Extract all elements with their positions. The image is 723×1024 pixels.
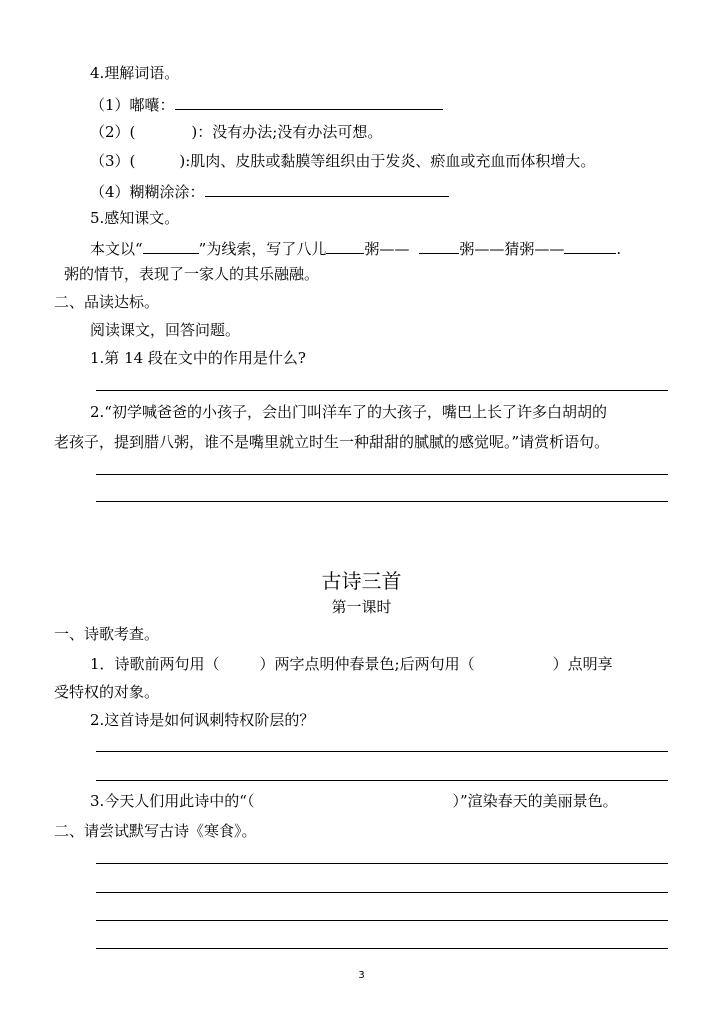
answer-line[interactable] bbox=[96, 474, 668, 475]
poem-question-1-line2: 受特权的对象。 bbox=[54, 683, 160, 701]
section-5-paragraph-line2: 粥的情节，表现了一家人的其乐融融。 bbox=[64, 265, 320, 283]
answer-line[interactable] bbox=[96, 780, 668, 781]
poem-section-1-heading: 一、诗歌考查。 bbox=[54, 625, 160, 643]
page-number: 3 bbox=[358, 970, 365, 981]
text: . bbox=[616, 240, 622, 258]
poem-question-1-line1 bbox=[90, 654, 613, 674]
text: 粥—— bbox=[364, 240, 410, 258]
vocab-item-3-open: （3）( bbox=[90, 152, 136, 170]
vocab-item-4-label: （4）糊糊涂涂： bbox=[90, 183, 205, 201]
answer-line[interactable] bbox=[96, 390, 668, 391]
answer-line[interactable] bbox=[96, 501, 668, 502]
text: ）”渲染春天的美丽景色。 bbox=[452, 792, 618, 810]
answer-blank[interactable] bbox=[564, 237, 616, 254]
vocab-item-3 bbox=[90, 151, 595, 171]
answer-blank[interactable] bbox=[326, 237, 364, 254]
text: ”为线索，写了八儿 bbox=[198, 240, 327, 258]
vocab-item-2-open: （2）( bbox=[90, 123, 136, 141]
answer-line[interactable] bbox=[96, 948, 668, 949]
text: 粥——猜粥—— bbox=[459, 240, 565, 258]
lesson-subtitle: 第一课时 bbox=[331, 598, 392, 616]
vocab-item-1-label: （1）嘟囔： bbox=[90, 96, 175, 114]
poem-question-3 bbox=[90, 791, 618, 811]
section-4-heading: 4.理解词语。 bbox=[90, 64, 180, 82]
text: ）点明享 bbox=[552, 655, 613, 673]
part-2-heading: 二、品读达标。 bbox=[54, 293, 160, 311]
poem-title: 古诗三首 bbox=[321, 569, 402, 593]
text: 3.今天人们用此诗中的“（ bbox=[90, 792, 255, 810]
answer-blank[interactable] bbox=[419, 237, 459, 254]
answer-line[interactable] bbox=[96, 920, 668, 921]
poem-question-2: 2.这首诗是如何讽刺特权阶层的？ bbox=[90, 711, 315, 729]
answer-blank[interactable] bbox=[205, 180, 449, 197]
vocab-item-2 bbox=[90, 122, 382, 142]
text: ）两字点明仲春景色;后两句用（ bbox=[259, 655, 475, 673]
question-2-line2: 老孩子，提到腊八粥，谁不是嘴里就立时生一种甜甜的腻腻的感觉呢。”请赏析语句。 bbox=[54, 433, 610, 451]
part-2-intro: 阅读课文，回答问题。 bbox=[90, 321, 241, 339]
section-5-paragraph-line1 bbox=[90, 237, 621, 259]
question-2-line1: 2.“初学喊爸爸的小孩子，会出门叫洋车了的大孩子，嘴巴上长了许多白胡胡的 bbox=[90, 403, 607, 421]
answer-blank[interactable] bbox=[175, 93, 443, 110]
answer-line[interactable] bbox=[96, 863, 668, 864]
text: 本文以“ bbox=[90, 240, 143, 258]
vocab-item-1 bbox=[90, 93, 443, 115]
text: 1．诗歌前两句用（ bbox=[90, 655, 220, 673]
poem-section-2-heading: 二、请尝试默写古诗《寒食》。 bbox=[54, 822, 257, 840]
answer-line[interactable] bbox=[96, 751, 668, 752]
answer-line[interactable] bbox=[96, 892, 668, 893]
section-5-heading: 5.感知课文。 bbox=[90, 209, 180, 227]
vocab-item-2-def: )：没有办法;没有办法可想。 bbox=[191, 123, 383, 141]
answer-blank[interactable] bbox=[143, 237, 199, 254]
vocab-item-3-def: ):肌肉、皮肤或黏膜等组织由于发炎、瘀血或充血而体积增大。 bbox=[179, 152, 596, 170]
question-1: 1.第 14 段在文中的作用是什么? bbox=[90, 349, 306, 367]
vocab-item-4 bbox=[90, 180, 449, 202]
